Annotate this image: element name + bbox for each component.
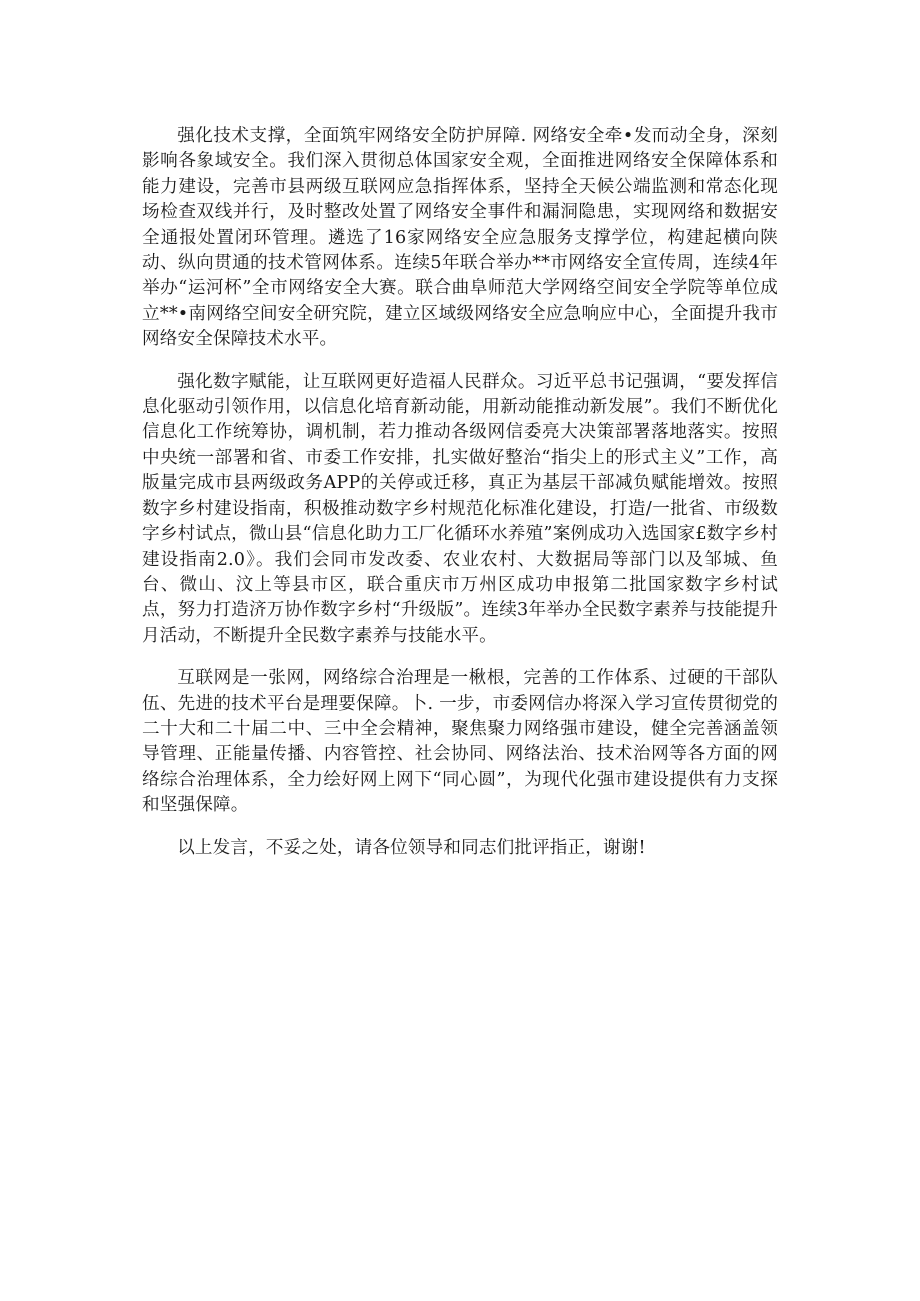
paragraph-digital-empowerment: 强化数字赋能，让互联网更好造福人民群众。习近平总书记强调，“要发挥信息化驱动引领作用，以信息化培育新动能，用新动能推动新发展”。我们不断优化信息化工作统筹协，调机制，若力推动各级网信委亮大决策部署落地落实。按照中央统一部署和省、市委工作安排，扎实做好整治“指尖上的形式主义”工作，高版量完成市县两级政务APP的关停或迁移，真正为基层干部减负赋能增效。按照数字乡村建设指南，积极推动数字乡村规范化标准化建设，打造/一批省、市级数字乡村试点，微山县“信息化助力工厂化循环水养殖”案例成功入选国家£数字乡村建设指南2.0》。我们会同市发改委、农业农村、大数据局等部门以及邹城、鱼台、微山、汶上等县市区，联合重庆市万州区成功申报第二批国家数字乡村试点，努力打造济万协作数字乡村“升级版”。连续3年举办全民数字素养与技能提升月活动，不断提升全民数字素养与技能水平。 (142, 371, 778, 646)
paragraph-tech-support: 强化技术支撑，全面筑牢网络安全防护屏障. 网络安全牵•发而动全身，深刻影响各象域安全。我们深入贯彻总体国家安全观，全面推进网络安全保障体系和能力建设，完善市县两级互联网应急指挥体系，坚持全天候公端监测和常态化现场检查双线并行，及时整改处置了网络安全事件和漏洞隐患，实现网络和数据安全通报处置闭环管理。遴选了16家网络安全应急服务支撑学位，构建起横向陕动、纵向贯通的技术管网体系。连续5年联合举办**市网络安全宣传周，连续4年举办“运河杯”全市网络安全大赛。联合曲阜师范大学网络空间安全学院等单位成立**•南网络空间安全研究院，建立区域级网络安全应急响应中心，全面提升我市网络安全保障技术水平。 (142, 126, 778, 350)
document-page (142, 124, 778, 878)
paragraph-closing: 以上发言，不妥之处，请各位领导和同志们批评指正，谢谢! (177, 837, 646, 858)
paragraph-internet-governance: 互联网是一张网，网络综合治理是一楸根，完善的工作体系、过硬的干部队伍、先进的技术平台是理要保障。卜. 一步，市委网信办将深入学习宣传贯彻党的二十大和二十届二中、三中全会精神，聚焦聚力网络强市建设，健全完善涵盖领导管理、正能量传播、内容管控、社会协同、网络法治、技术治网等各方面的网络综合治理体系，全力绘好网上网下“同心圆”，为现代化强市建设提供有力支探和坚强保障。 (142, 668, 778, 816)
